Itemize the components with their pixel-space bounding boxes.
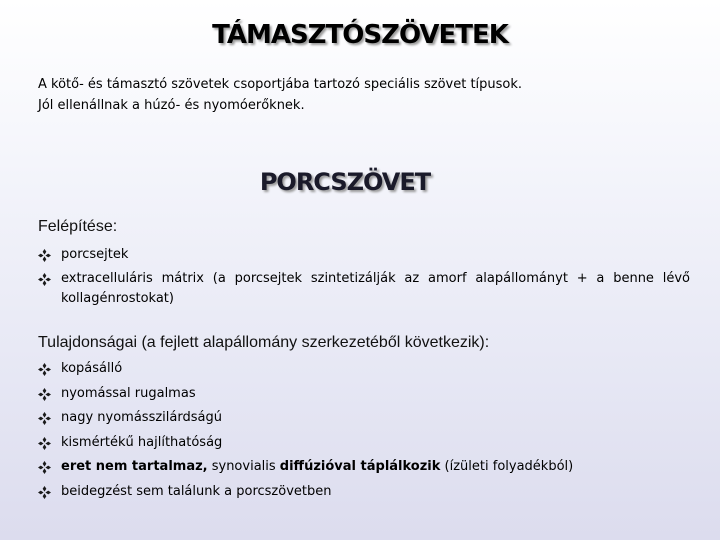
list-item <box>38 269 690 309</box>
list-item-text: porcsejtek <box>61 247 129 262</box>
properties-heading: Tulajdonságai (a fejlett alapállomány szerkezetéből következik): <box>38 334 490 351</box>
diamond-bullet-icon <box>38 388 51 401</box>
plain-text: (ízületi folyadékból) <box>440 459 574 474</box>
diamond-bullet-icon <box>38 363 51 376</box>
emphasis-no-vessels: eret nem tartalmaz, <box>61 459 208 474</box>
slide-title: TÁMASZTÓSZÖVETEK <box>212 20 508 50</box>
list-item <box>38 384 690 404</box>
section-title: PORCSZÖVET <box>259 168 431 196</box>
structure-heading: Felépítése: <box>38 218 118 235</box>
list-item <box>38 433 690 453</box>
list-item-text: nagy nyomásszilárdságú <box>61 410 222 425</box>
diamond-bullet-icon <box>38 412 51 425</box>
intro-line-1: A kötő- és támasztó szövetek csoportjába tartozó speciális szövet típusok. <box>38 77 523 92</box>
diamond-bullet-icon <box>38 249 51 262</box>
diamond-bullet-icon <box>38 486 51 499</box>
list-item-text: beidegzést sem találunk a porcszövetben <box>61 483 332 499</box>
intro-line-2: Jól ellenállnak a húzó- és nyomóerőknek. <box>38 98 305 113</box>
structure-list <box>38 245 690 313</box>
list-item-text: nyomással rugalmas <box>61 385 196 401</box>
list-item-text: kismértékű hajlíthatóság <box>61 434 223 450</box>
list-item-text: kopásálló <box>61 361 123 376</box>
intro-text <box>38 74 698 116</box>
list-item <box>38 482 690 502</box>
emphasis-diffusion: diffúzióval táplálkozik <box>279 459 441 474</box>
list-item <box>38 408 690 428</box>
plain-text: synovialis <box>207 459 280 474</box>
list-item-text <box>61 459 573 474</box>
diamond-bullet-icon <box>38 273 51 286</box>
diamond-bullet-icon <box>38 461 51 474</box>
list-item <box>38 245 690 265</box>
list-item <box>38 359 690 379</box>
list-item-text: extracelluláris mátrix (a porcsejtek szintetizálják az amorf alapállományt + a benne lévő kollagénrostokat) <box>61 271 690 306</box>
list-item <box>38 457 690 477</box>
properties-list <box>38 359 690 506</box>
diamond-bullet-icon <box>38 437 51 450</box>
